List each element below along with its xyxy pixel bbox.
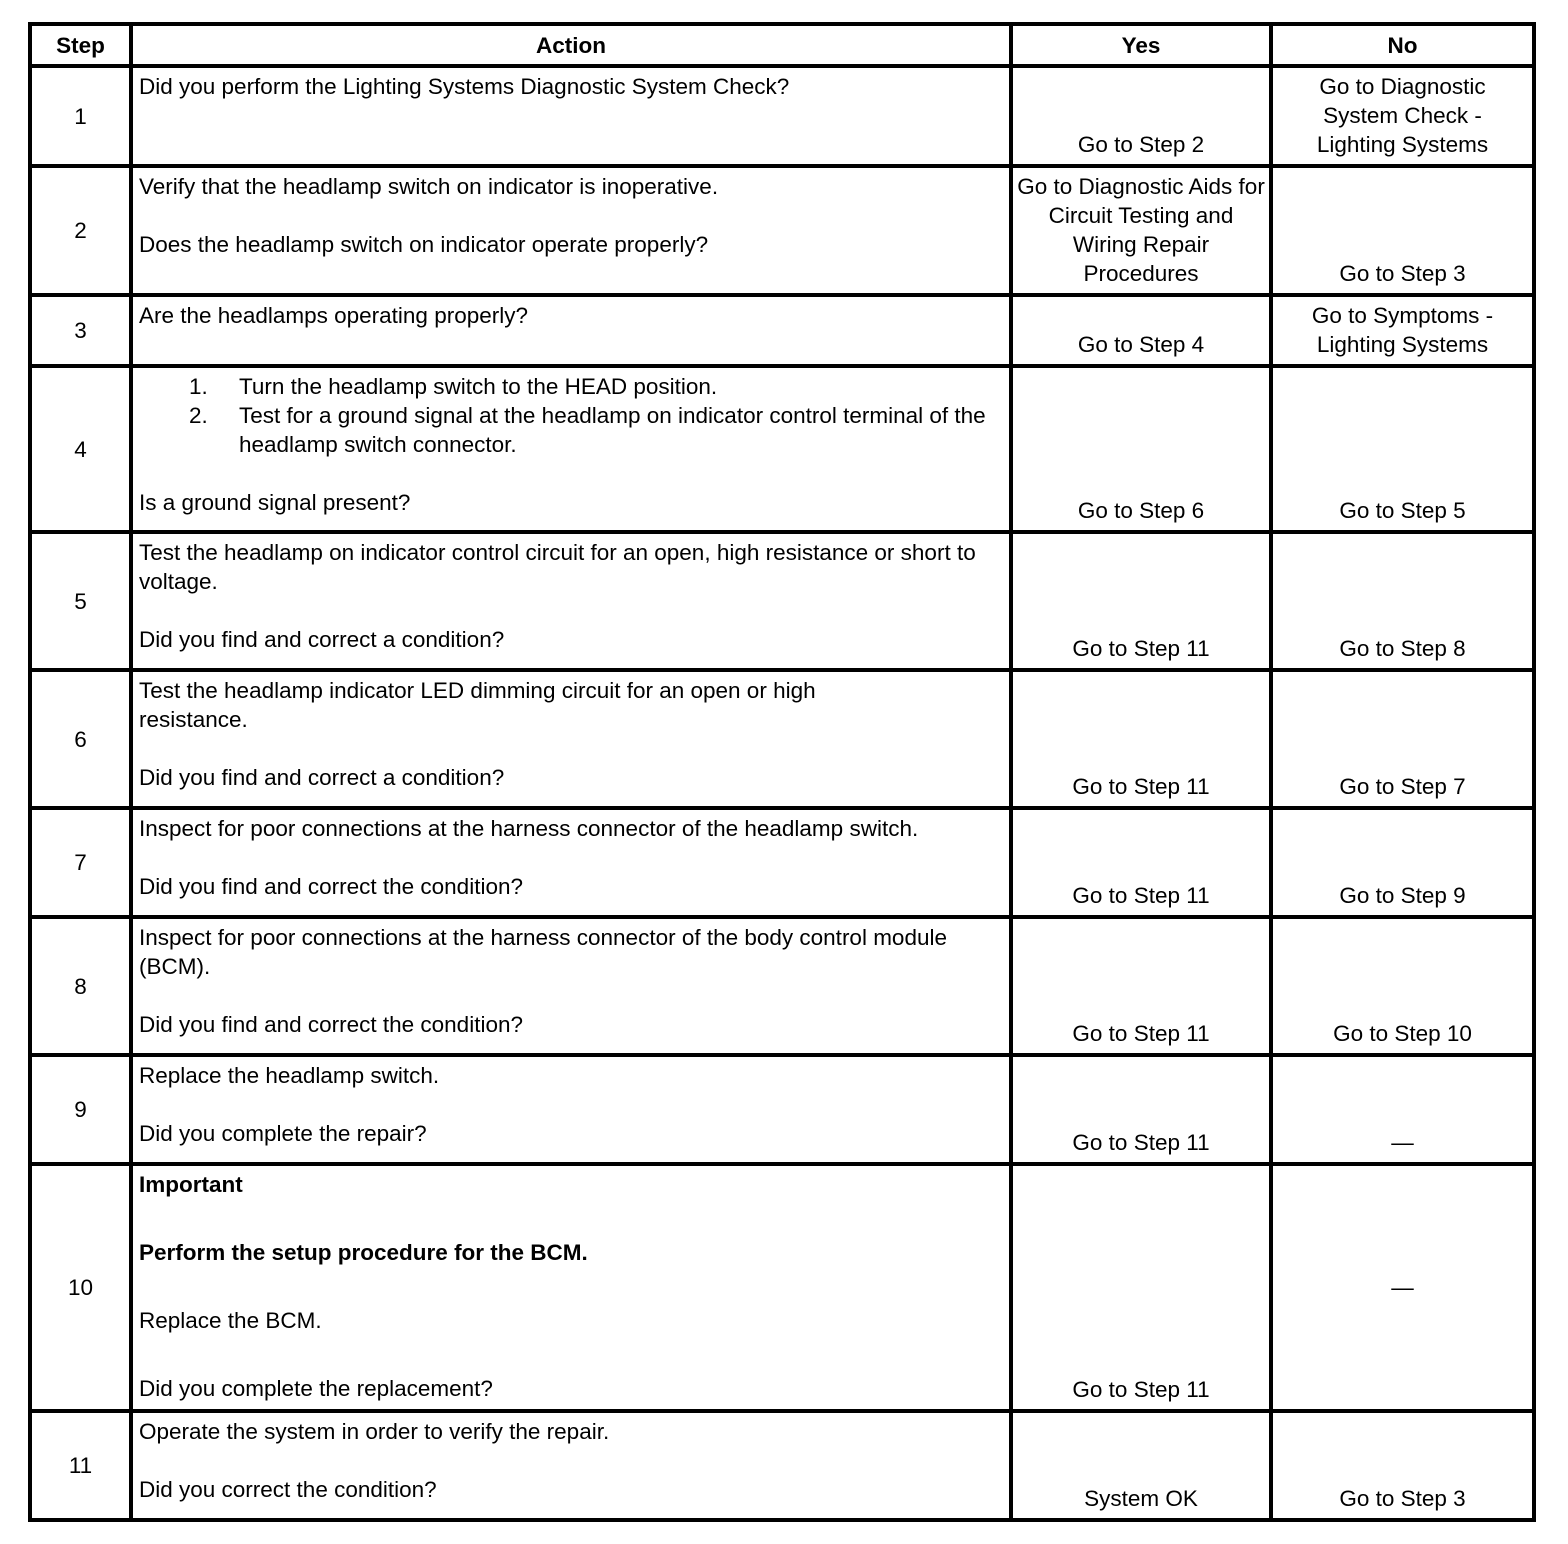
- no-cell: Go to Step 9: [1271, 808, 1534, 917]
- action-text: Replace the BCM.: [139, 1308, 322, 1333]
- step-number: 6: [30, 670, 131, 808]
- action-question: Did you complete the replacement?: [139, 1376, 493, 1401]
- yes-cell: Go to Step 11: [1011, 808, 1271, 917]
- action-cell: [131, 1164, 1011, 1411]
- no-cell: Go to Diagnostic System Check - Lighting Systems: [1271, 66, 1534, 166]
- action-text: Replace the headlamp switch.: [139, 1063, 440, 1088]
- list-text: Turn the headlamp switch to the HEAD position.: [239, 374, 718, 399]
- list-number: 1.: [189, 374, 208, 399]
- step-number: 4: [30, 366, 131, 532]
- table-row: [30, 1055, 1534, 1164]
- step-number: 2: [30, 166, 131, 295]
- action-cell: [131, 670, 1011, 808]
- action-text: Inspect for poor connections at the harness connector of the headlamp switch.: [139, 816, 919, 841]
- header-row: [30, 24, 1534, 66]
- list-text: Test for a ground signal at the headlamp on indicator control terminal of the headlamp switch connector.: [239, 403, 986, 457]
- action-question: Does the headlamp switch on indicator operate properly?: [139, 232, 709, 257]
- action-question: Is a ground signal present?: [139, 490, 411, 515]
- step-number: 8: [30, 917, 131, 1055]
- no-cell: Go to Step 10: [1271, 917, 1534, 1055]
- step-number: 10: [30, 1164, 131, 1411]
- important-label: Important: [139, 1172, 243, 1197]
- yes-cell: Go to Step 6: [1011, 366, 1271, 532]
- step-number: 7: [30, 808, 131, 917]
- action-text: Operate the system in order to verify the repair.: [139, 1419, 610, 1444]
- header-no: No: [1271, 24, 1534, 66]
- action-text: Verify that the headlamp switch on indicator is inoperative.: [139, 174, 719, 199]
- yes-cell: System OK: [1011, 1411, 1271, 1520]
- step-number: 9: [30, 1055, 131, 1164]
- yes-cell: Go to Diagnostic Aids for Circuit Testing and Wiring Repair Procedures: [1011, 166, 1271, 295]
- table-row: [30, 66, 1534, 166]
- header-step: Step: [30, 24, 131, 66]
- yes-cell: Go to Step 11: [1011, 1164, 1271, 1411]
- table-row: [30, 1411, 1534, 1520]
- yes-cell: Go to Step 2: [1011, 66, 1271, 166]
- list-item: [189, 401, 1003, 459]
- action-cell: [131, 295, 1011, 366]
- action-question: Did you correct the condition?: [139, 1477, 437, 1502]
- no-cell: Go to Step 3: [1271, 166, 1534, 295]
- header-yes: Yes: [1011, 24, 1271, 66]
- table-row: [30, 670, 1534, 808]
- action-question: Did you find and correct a condition?: [139, 765, 505, 790]
- action-text: Are the headlamps operating properly?: [139, 303, 528, 328]
- no-cell: —: [1271, 1055, 1534, 1164]
- table-row: [30, 532, 1534, 670]
- table-row: [30, 166, 1534, 295]
- action-question: Did you find and correct the condition?: [139, 874, 523, 899]
- list-item: [189, 372, 1003, 401]
- step-number: 3: [30, 295, 131, 366]
- yes-cell: Go to Step 4: [1011, 295, 1271, 366]
- action-cell: [131, 808, 1011, 917]
- yes-cell: Go to Step 11: [1011, 1055, 1271, 1164]
- action-text: Did you perform the Lighting Systems Diagnostic System Check?: [139, 74, 790, 99]
- list-number: 2.: [189, 403, 208, 428]
- important-note: Perform the setup procedure for the BCM.: [139, 1240, 588, 1265]
- action-cell: [131, 366, 1011, 532]
- header-action: Action: [131, 24, 1011, 66]
- action-cell: [131, 1055, 1011, 1164]
- step-number: 5: [30, 532, 131, 670]
- action-text: Test the headlamp indicator LED dimming circuit for an open or high resistance.: [139, 678, 816, 732]
- yes-cell: Go to Step 11: [1011, 532, 1271, 670]
- yes-cell: Go to Step 11: [1011, 670, 1271, 808]
- table-row: [30, 295, 1534, 366]
- diagnostic-table: [28, 22, 1536, 1522]
- no-cell: —: [1271, 1164, 1534, 1411]
- step-number: 11: [30, 1411, 131, 1520]
- table-row: [30, 808, 1534, 917]
- action-cell: [131, 917, 1011, 1055]
- no-cell: Go to Symptoms - Lighting Systems: [1271, 295, 1534, 366]
- step-number: 1: [30, 66, 131, 166]
- table-row: [30, 917, 1534, 1055]
- table-row: [30, 1164, 1534, 1411]
- no-cell: Go to Step 8: [1271, 532, 1534, 670]
- action-question: Did you find and correct a condition?: [139, 627, 505, 652]
- action-cell: [131, 66, 1011, 166]
- yes-cell: Go to Step 11: [1011, 917, 1271, 1055]
- action-text: Test the headlamp on indicator control circuit for an open, high resistance or short to voltage.: [139, 540, 976, 594]
- action-cell: [131, 532, 1011, 670]
- table-row: [30, 366, 1534, 532]
- action-text: Inspect for poor connections at the harness connector of the body control module (BCM).: [139, 925, 947, 979]
- action-question: Did you complete the repair?: [139, 1121, 427, 1146]
- action-list: [139, 372, 1003, 459]
- no-cell: Go to Step 7: [1271, 670, 1534, 808]
- no-cell: Go to Step 5: [1271, 366, 1534, 532]
- action-question: Did you find and correct the condition?: [139, 1012, 523, 1037]
- action-cell: [131, 166, 1011, 295]
- action-cell: [131, 1411, 1011, 1520]
- no-cell: Go to Step 3: [1271, 1411, 1534, 1520]
